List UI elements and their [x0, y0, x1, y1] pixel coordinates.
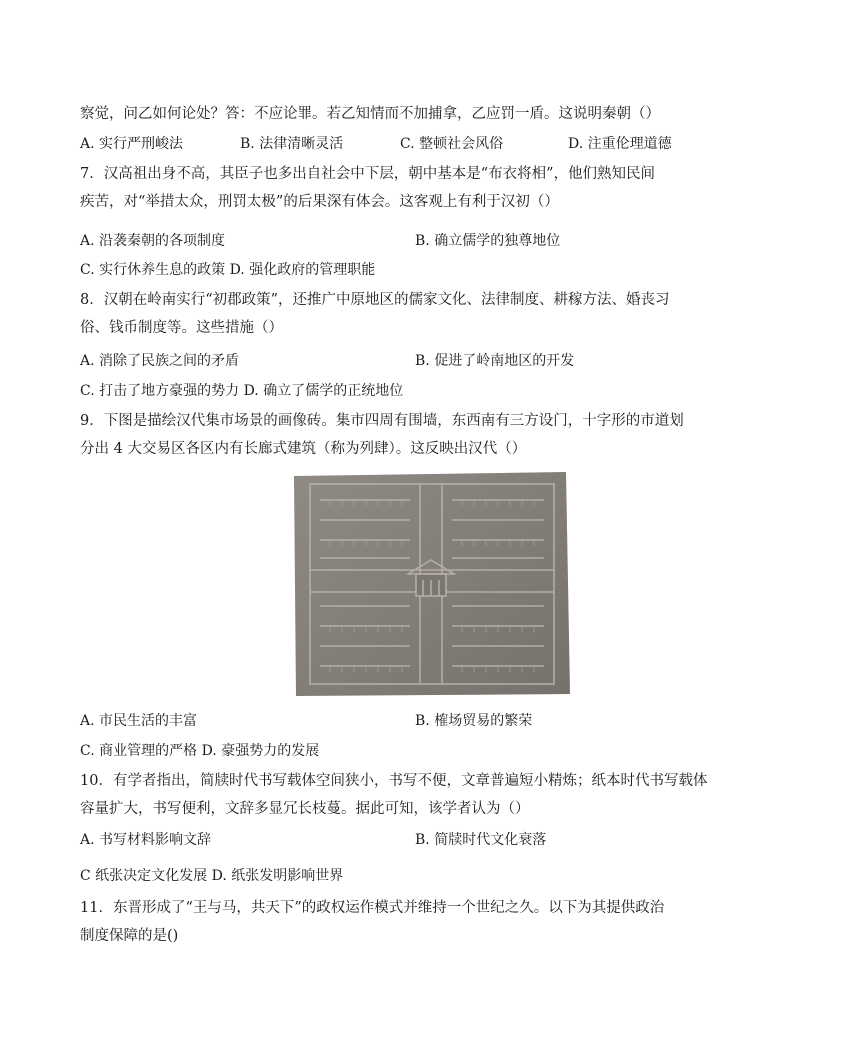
q8-option-cd: C. 打击了地方豪强的势力 D. 确立了儒学的正统地位: [80, 383, 404, 399]
market-brick-image: [290, 470, 572, 698]
q9-option-cd: C. 商业管理的严格 D. 豪强势力的发展: [80, 743, 320, 759]
q6-option-d: D. 注重伦理道德: [568, 136, 672, 152]
q8-stem-line2: 俗、钱币制度等。这些措施（）: [80, 320, 283, 336]
q6-option-c: C. 整顿社会风俗: [400, 136, 504, 152]
q10-option-cd: C 纸张决定文化发展 D. 纸张发明影响世界: [80, 868, 344, 884]
q10-option-a: A. 书写材料影响文辞: [80, 832, 212, 848]
q6-stem: 察觉，问乙如何论处？答：不应论罪。若乙知情而不加捕拿，乙应罚一盾。这说明秦朝（）: [80, 106, 660, 122]
q9-stem-line1: 9．下图是描绘汉代集市场景的画像砖。集市四周有围墙，东西南有三方设门，十字形的市道划: [80, 413, 684, 429]
q6-option-a: A. 实行严刑峻法: [80, 136, 184, 152]
q7-option-cd: C. 实行休养生息的政策 D. 强化政府的管理职能: [80, 262, 376, 278]
q9-stem-line2: 分出 4 大交易区各区内有长廊式建筑（称为列肆）。这反映出汉代（）: [80, 441, 527, 457]
q7-stem-line2: 疾苦，对“举措太众，刑罚太极”的后果深有体会。这客观上有利于汉初（）: [80, 194, 559, 210]
q8-stem-line1: 8．汉朝在岭南实行“初郡政策”，还推广中原地区的儒家文化、法律制度、耕稼方法、婚丧习: [80, 292, 670, 308]
q10-option-b: B. 简牍时代文化衰落: [415, 832, 547, 848]
q9-option-b: B. 榷场贸易的繁荣: [415, 713, 533, 729]
q10-stem-line2: 容量扩大，书写便利，文辞多显冗长枝蔓。据此可知，该学者认为（）: [80, 801, 530, 817]
q9-option-a: A. 市民生活的丰富: [80, 713, 198, 729]
q11-stem-line2: 制度保障的是(): [80, 928, 179, 944]
q11-stem-line1: 11．东晋形成了“王与马，共天下”的政权运作模式并维持一个世纪之久。以下为其提供政治: [80, 900, 665, 916]
q8-option-b: B. 促进了岭南地区的开发: [415, 353, 575, 369]
q7-option-b: B. 确立儒学的独尊地位: [415, 233, 561, 249]
q8-option-a: A. 消除了民族之间的矛盾: [80, 353, 240, 369]
q7-stem-line1: 7．汉高祖出身不高，其臣子也多出自社会中下层，朝中基本是“布衣将相”，他们熟知民间: [80, 166, 656, 182]
q7-option-a: A. 沿袭秦朝的各项制度: [80, 233, 226, 249]
q10-stem-line1: 10．有学者指出，简牍时代书写载体空间狭小，书写不便，文章普遍短小精炼；纸本时代书写载体: [80, 773, 708, 789]
q6-option-b: B. 法律清晰灵活: [240, 136, 344, 152]
